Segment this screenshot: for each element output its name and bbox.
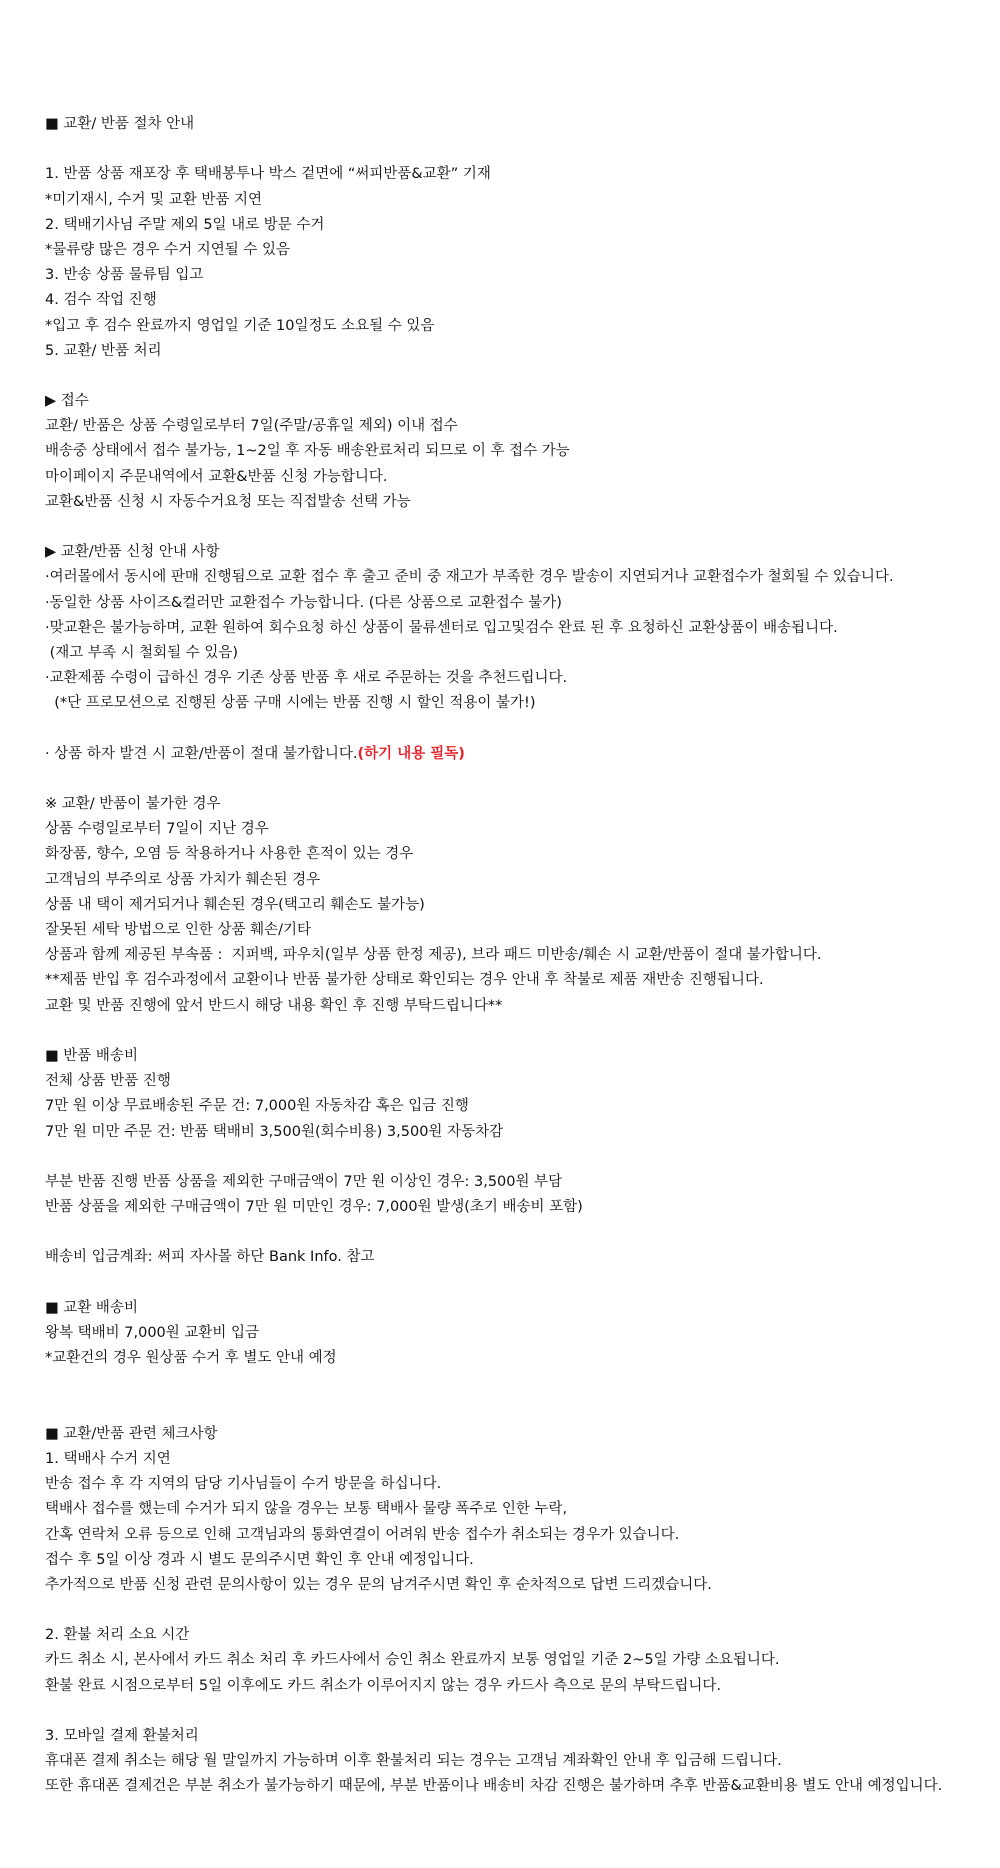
procedure-line: *물류량 많은 경우 수거 지연될 수 있음 bbox=[45, 241, 291, 258]
checklist-mobile-line: 또한 휴대폰 결제건은 부분 취소가 불가능하기 때문에, 부분 반품이나 배송비 차감 진행은 불가하며 추후 반품&교환비용 별도 안내 예정입니다. bbox=[45, 1778, 943, 1795]
procedure-line: *입고 후 검수 완료까지 영업일 기준 10일정도 소요될 수 있음 bbox=[45, 317, 435, 334]
return-fee-partial-line: 부분 반품 진행 반품 상품을 제외한 구매금액이 7만 원 이상인 경우: 3,500원 부담 bbox=[45, 1173, 563, 1190]
impossible-line: **제품 반입 후 검수과정에서 교환이나 반품 불가한 상태로 확인되는 경우 안내 후 착불로 제품 재반송 진행됩니다. bbox=[45, 972, 764, 989]
exchange-fee-heading: ■ 교환 배송비 bbox=[45, 1299, 138, 1316]
return-fee-line: 7만 원 이상 무료배송된 주문 건: 7,000원 자동차감 혹은 입금 진행 bbox=[45, 1098, 469, 1115]
reception-line: 배송중 상태에서 접수 불가능, 1~2일 후 자동 배송완료처리 되므로 이 후 접수 가능 bbox=[45, 443, 570, 460]
application-line: (재고 부족 시 철회될 수 있음) bbox=[45, 644, 239, 661]
defect-notice-highlight: (하기 내용 필독) bbox=[357, 745, 465, 762]
procedure-line: *미기재시, 수거 및 교환 반품 지연 bbox=[45, 191, 262, 208]
checklist-refund-line: 환불 완료 시점으로부터 5일 이후에도 카드 취소가 이루어지지 않는 경우 카드사 측으로 문의 부탁드립니다. bbox=[45, 1677, 722, 1694]
impossible-heading: ※ 교환/ 반품이 불가한 경우 bbox=[45, 796, 221, 813]
application-line: (*단 프로모션으로 진행된 상품 구매 시에는 반품 진행 시 할인 적용이 불가!) bbox=[45, 695, 536, 712]
impossible-line: 교환 및 반품 진행에 앞서 반드시 해당 내용 확인 후 진행 부탁드립니다** bbox=[45, 997, 503, 1014]
application-heading: ▶ 교환/반품 신청 안내 사항 bbox=[45, 544, 220, 561]
checklist-mobile-title: 3. 모바일 결제 환불처리 bbox=[45, 1728, 199, 1745]
checklist-refund-line: 카드 취소 시, 본사에서 카드 취소 처리 후 카드사에서 승인 취소 완료까지 보통 영업일 기준 2~5일 가량 소요됩니다. bbox=[45, 1652, 780, 1669]
checklist-refund-title: 2. 환불 처리 소요 시간 bbox=[45, 1627, 190, 1644]
impossible-line: 상품 수령일로부터 7일이 지난 경우 bbox=[45, 821, 269, 838]
impossible-line: 고객님의 부주의로 상품 가치가 훼손된 경우 bbox=[45, 871, 321, 888]
reception-line: 마이페이지 주문내역에서 교환&반품 신청 가능합니다. bbox=[45, 468, 388, 485]
impossible-line: 잘못된 세탁 방법으로 인한 상품 훼손/기타 bbox=[45, 922, 312, 938]
impossible-line: 화장품, 향수, 오염 등 착용하거나 사용한 흔적이 있는 경우 bbox=[45, 846, 414, 863]
procedure-line: 2. 택배기사님 주말 제외 5일 내로 방문 수거 bbox=[45, 216, 325, 233]
defect-notice-text: · 상품 하자 발견 시 교환/반품이 절대 불가합니다. bbox=[45, 745, 358, 762]
return-fee-partial-line: 반품 상품을 제외한 구매금액이 7만 원 미만인 경우: 7,000원 발생(초기 배송비 포함) bbox=[45, 1199, 583, 1216]
procedure-heading: ■ 교환/ 반품 절차 안내 bbox=[45, 116, 195, 132]
return-fee-line: 7만 원 미만 주문 건: 반품 택배비 3,500원(회수비용) 3,500원 자동차감 bbox=[45, 1123, 504, 1140]
reception-line: 교환&반품 신청 시 자동수거요청 또는 직접발송 선택 가능 bbox=[45, 493, 411, 510]
return-fee-account: 배송비 입금계좌: 써피 자사몰 하단 Bank Info. 참고 bbox=[45, 1249, 375, 1266]
checklist-heading: ■ 교환/반품 관련 체크사항 bbox=[45, 1425, 218, 1442]
return-exchange-policy bbox=[45, 112, 985, 1800]
reception-heading: ▶ 접수 bbox=[45, 393, 89, 410]
application-line: ·맞교환은 불가능하며, 교환 원하여 회수요청 하신 상품이 물류센터로 입고및검수 완료 된 후 요청하신 교환상품이 배송됩니다. bbox=[45, 619, 838, 636]
checklist-delay-line: 추가적으로 반품 신청 관련 문의사항이 있는 경우 문의 남겨주시면 확인 후 순차적으로 답변 드리겠습니다. bbox=[45, 1576, 712, 1593]
procedure-line: 1. 반품 상품 재포장 후 택배봉투나 박스 겉면에 “써피반품&교환” 기재 bbox=[45, 166, 491, 183]
checklist-delay-line: 택배사 접수를 했는데 수거가 되지 않을 경우는 보통 택배사 물량 폭주로 인한 누락, bbox=[45, 1501, 568, 1518]
checklist-delay-title: 1. 택배사 수거 지연 bbox=[45, 1450, 171, 1467]
checklist-mobile-line: 휴대폰 결제 취소는 해당 월 말일까지 가능하며 이후 환불처리 되는 경우는 고객님 계좌확인 안내 후 입금해 드립니다. bbox=[45, 1753, 782, 1770]
procedure-line: 5. 교환/ 반품 처리 bbox=[45, 342, 162, 359]
impossible-line: 상품 내 택이 제거되거나 훼손된 경우(택고리 훼손도 불가능) bbox=[45, 896, 425, 913]
checklist-delay-line: 간혹 연락처 오류 등으로 인해 고객님과의 통화연결이 어려워 반송 접수가 취소되는 경우가 있습니다. bbox=[45, 1526, 680, 1543]
reception-line: 교환/ 반품은 상품 수령일로부터 7일(주말/공휴일 제외) 이내 접수 bbox=[45, 418, 458, 435]
checklist-delay-line: 반송 접수 후 각 지역의 담당 기사님들이 수거 방문을 하십니다. bbox=[45, 1476, 442, 1493]
application-line: ·여러몰에서 동시에 판매 진행됨으로 교환 접수 후 출고 준비 중 재고가 부족한 경우 발송이 지연되거나 교환접수가 철회될 수 있습니다. bbox=[45, 569, 894, 586]
application-line: ·동일한 상품 사이즈&컬러만 교환접수 가능합니다. (다른 상품으로 교환접수 불가) bbox=[45, 594, 562, 611]
defect-notice bbox=[45, 742, 985, 767]
exchange-fee-line: 왕복 택배비 7,000원 교환비 입금 bbox=[45, 1325, 260, 1341]
return-fee-line: 전체 상품 반품 진행 bbox=[45, 1073, 171, 1090]
return-fee-heading: ■ 반품 배송비 bbox=[45, 1047, 138, 1064]
procedure-line: 4. 검수 작업 진행 bbox=[45, 292, 157, 309]
procedure-line: 3. 반송 상품 물류팀 입고 bbox=[45, 267, 204, 284]
exchange-fee-line: *교환건의 경우 원상품 수거 후 별도 안내 예정 bbox=[45, 1350, 337, 1367]
application-line: ·교환제품 수령이 급하신 경우 기존 상품 반품 후 새로 주문하는 것을 추천드립니다. bbox=[45, 670, 568, 687]
checklist-delay-line: 접수 후 5일 이상 경과 시 별도 문의주시면 확인 후 안내 예정입니다. bbox=[45, 1551, 474, 1568]
impossible-line: 상품과 함께 제공된 부속품 : 지퍼백, 파우치(일부 상품 한정 제공), 브라 패드 미반송/훼손 시 교환/반품이 절대 불가합니다. bbox=[45, 947, 822, 964]
